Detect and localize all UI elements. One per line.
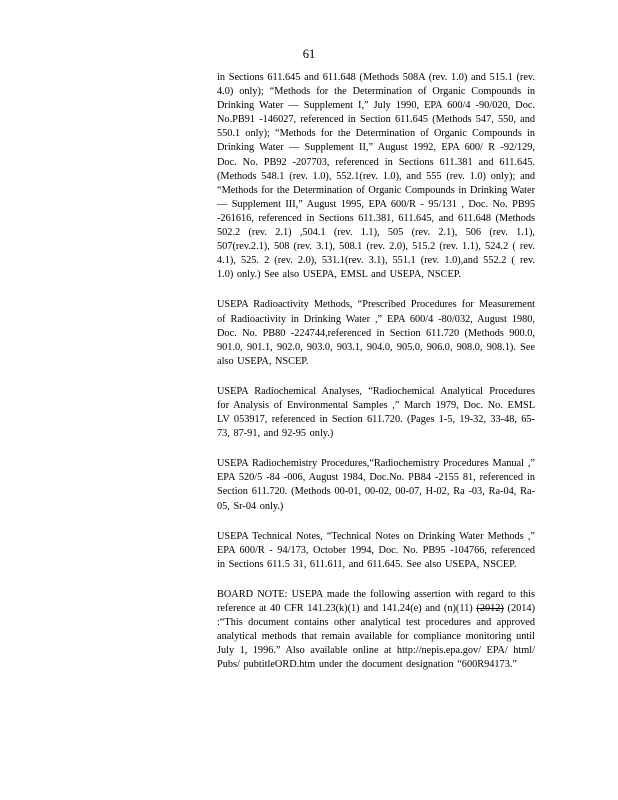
- paragraph-board-note: [217, 588, 535, 673]
- board-note-text-after: (2014) :“This document contains other analytical test procedures and approved analytical methods that remain available for compliance monitoring until July 1, 1996.” Also available online at http://nepis.epa.gov/ EPA/ html/ Pubs/ pubtitleORD.htm under the document designation “600R94173.”: [217, 603, 535, 671]
- board-note-struck-year: (2012): [476, 603, 504, 614]
- paragraph-technical-notes: USEPA Technical Notes, “Technical Notes on Drinking Water Methods ,” EPA 600/R - 94/173, October 1994, Doc. No. PB95 -104766, referenced in Sections 611.5 31, 611.611, and 611.645. See also USEPA, NSCEP.: [217, 530, 535, 570]
- paragraph-radiochemistry-procedures: USEPA Radiochemistry Procedures,“Radiochemistry Procedures Manual ,” EPA 520/5 -84 -006, August 1984, Doc.No. PB84 -2155 81, referenced in Section 611.720. (Methods 00-01, 00-02, 00-07, H-02, Ra -03, Ra-04, Ra-05, Sr-04 only.): [217, 458, 535, 512]
- document-body: [217, 71, 535, 688]
- paragraph-radioactivity-methods: USEPA Radioactivity Methods, “Prescribed Procedures for Measurement of Radioactivity in Drinking Water ,” EPA 600/4 -80/032, August 1980, Doc. No. PB80 -224744,referenced in Section 611.720 (Methods 900.0, 901.0, 901.1, 902.0, 903.0, 903.1, 904.0, 905.0, 906.0, 908.0, 908.1). See also USEPA, NSCEP.: [217, 299, 535, 367]
- paragraph-organic-methods: in Sections 611.645 and 611.648 (Methods 508A (rev. 1.0) and 515.1 (rev. 4.0) only); “Methods for the Determination of Organic Compounds in Drinking Water — Supplement I,” July 1990, EPA 600/4 -90/020, Doc. No.PB91 -146027, referenced in Section 611.645 (Methods 547, 550, and 550.1 only); “Methods for the Determination of Organic Compounds in Drinking Water — Supplement II,” August 1992, EPA 600/ R -92/129, Doc. No. PB92 -207703, referenced in Sections 611.381 and 611.645. (Methods 548.1 (rev. 1.0), 552.1(rev. 1.0), and 555 (rev. 1.0) only); and “Methods for the Determination of Organic Compounds in Drinking Water — Supplement III,” August 1995, EPA 600/R - 95/131 , Doc. No. PB95 -261616, referenced in Sections 611.381, 611.645, and 611.648 (Methods 502.2 (rev. 2.1) ,504.1 (rev. 1.1), 505 (rev. 2.1), 506 (rev. 1.1), 507(rev.2.1), 508 (rev. 3.1), 508.1 (rev. 2.0), 515.2 (rev. 1.1), 524.2 ( rev. 4.1), 525. 2 (rev. 2.0), 531.1(rev. 3.1), 551.1 (rev. 1.0),and 552.2 ( rev. 1.0) only.) See also USEPA, EMSL and USEPA, NSCEP.: [217, 72, 535, 281]
- board-note-text-before: BOARD NOTE: USEPA made the following assertion with regard to this reference at 40 CFR 141.23(k)(1) and 141.24(e) and (n)(11): [217, 588, 535, 614]
- paragraph-radiochemical-analyses: USEPA Radiochemical Analyses, “Radiochemical Analytical Procedures for Analysis of Environmental Samples ,” March 1979, Doc. No. EMSL LV 053917, referenced in Section 611.720. (Pages 1-5, 19-32, 33-48, 65-73, 87-91, and 92-95 only.): [217, 385, 535, 440]
- page-number: 61: [302, 47, 316, 61]
